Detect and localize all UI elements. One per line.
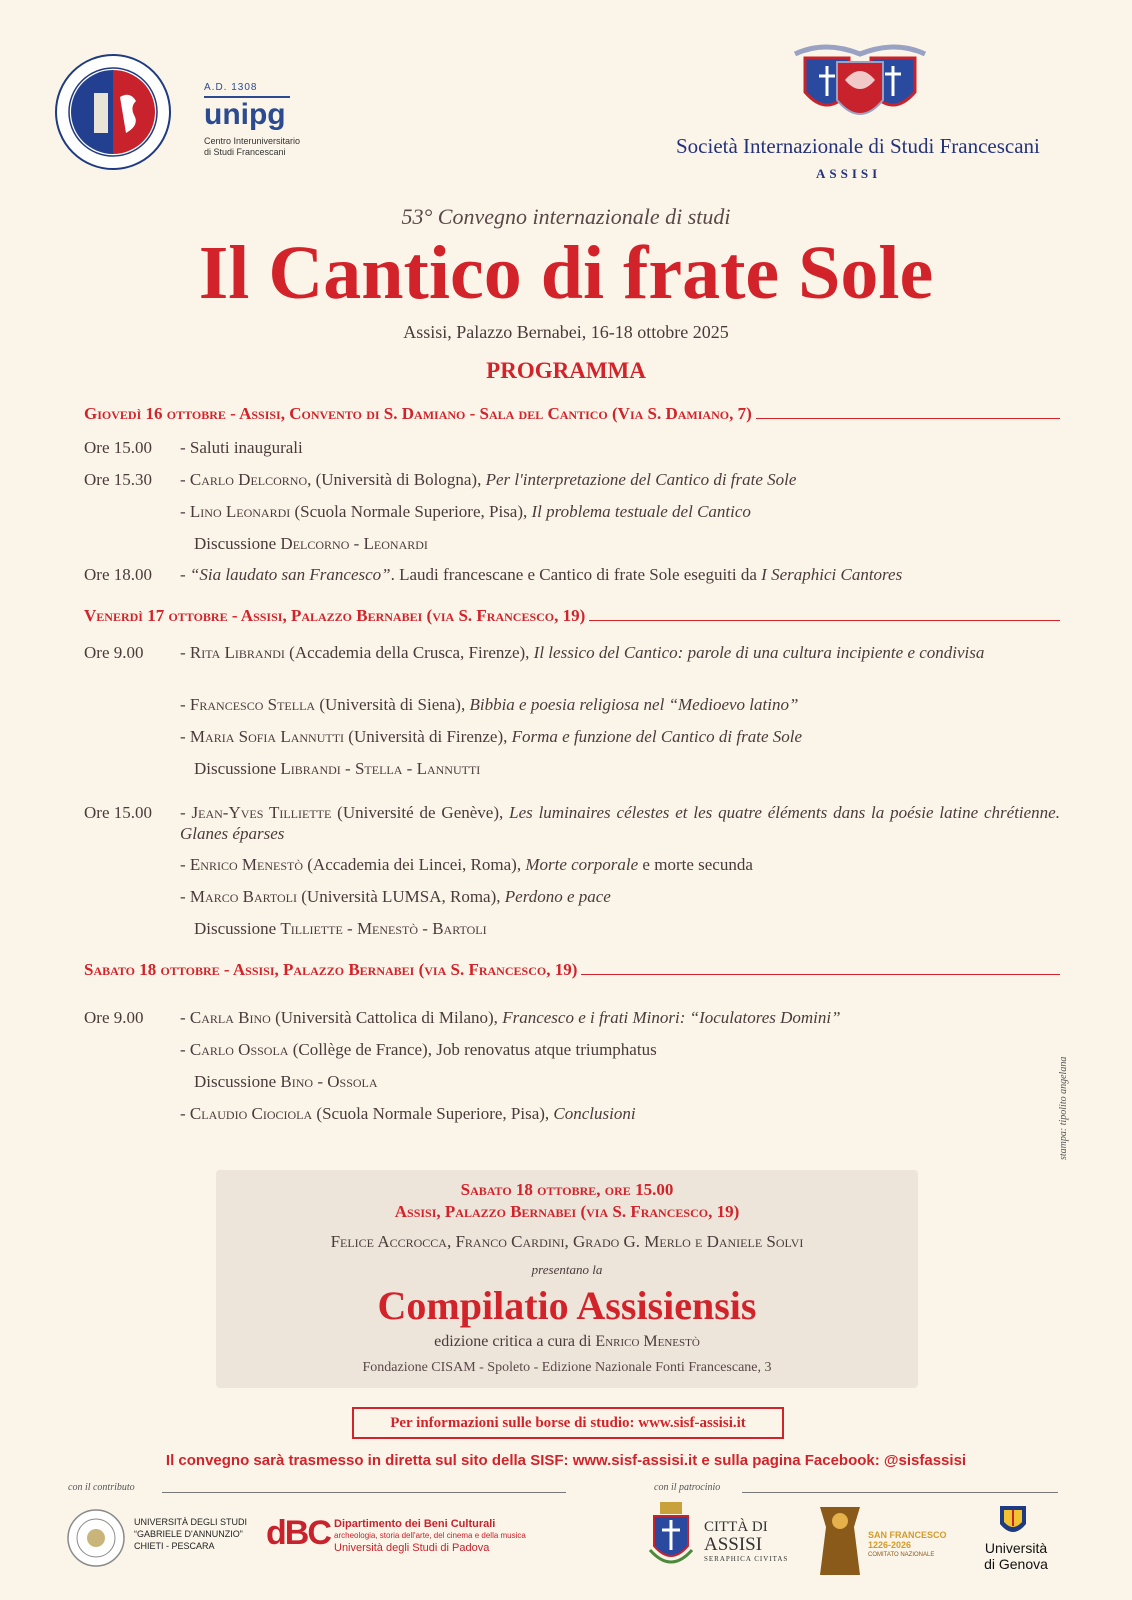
patrocinio-rule bbox=[742, 1491, 1058, 1493]
speaker: - Rita Librandi bbox=[180, 643, 285, 662]
sisf-city: ASSISI bbox=[816, 166, 882, 181]
speaker: - Lino Leonardi bbox=[180, 502, 291, 521]
speaker: - Carlo Delcorno, bbox=[180, 470, 312, 489]
item-time: Ore 15.00 bbox=[84, 438, 152, 457]
dash: - bbox=[180, 565, 190, 584]
speaker: - Claudio Ciociola bbox=[180, 1104, 313, 1123]
speaker: - Francesco Stella bbox=[180, 695, 316, 714]
book-title: Compilatio Assisiensis bbox=[377, 1283, 757, 1328]
program-item bbox=[84, 694, 1060, 715]
program-item bbox=[84, 501, 1060, 522]
item-time bbox=[84, 1103, 180, 1124]
discussion-label: Discussione bbox=[194, 534, 281, 553]
program-item bbox=[84, 1103, 1060, 1124]
item-time: Ore 15.00 bbox=[84, 803, 152, 822]
assisi-crest-icon bbox=[648, 1500, 694, 1574]
conjunction: e bbox=[638, 855, 655, 874]
program-item bbox=[84, 642, 1060, 663]
affiliation: (Università LUMSA, Roma), bbox=[297, 887, 505, 906]
quote: “Sia laudato san Francesco” bbox=[189, 565, 391, 584]
contributo-rule bbox=[162, 1491, 566, 1493]
item-time bbox=[84, 1071, 180, 1092]
day-header-text: Sabato 18 ottobre - Assisi, Palazzo Bernabei (via S. Francesco, 19) bbox=[84, 960, 578, 979]
discussion-names: Librandi - Stella - Lannutti bbox=[280, 759, 481, 778]
item-text: - Saluti inaugurali bbox=[180, 438, 303, 457]
program-item bbox=[84, 886, 1060, 907]
sf-line2: 1226-2026 bbox=[868, 1540, 912, 1550]
item-time bbox=[84, 886, 180, 907]
programma-heading: PROGRAMMA bbox=[486, 358, 646, 383]
talk-title: Morte corporale bbox=[525, 855, 639, 874]
item-time: Ore 15.30 bbox=[84, 470, 152, 489]
program-item bbox=[84, 469, 1060, 490]
talk-title: Forma e funzione del Cantico di frate Sole bbox=[511, 727, 803, 746]
genova-line2: di Genova bbox=[984, 1556, 1048, 1572]
dbc-line2: archeologia, storia dell'arte, del cinema e della musica bbox=[334, 1531, 526, 1540]
program-item bbox=[84, 1071, 1060, 1092]
edition-editor: Enrico Menestò bbox=[595, 1333, 700, 1350]
talk-title: Per l'interpretazione del Cantico di frate Sole bbox=[485, 470, 797, 489]
genova-logo-text bbox=[976, 1540, 1056, 1572]
item-time: Ore 18.00 bbox=[84, 565, 152, 584]
talk-title: Bibbia e poesia religiosa nel “Medioevo latino” bbox=[469, 695, 799, 714]
presenters: Felice Accrocca, Franco Cardini, Grado G. Merlo e Daniele Solvi bbox=[330, 1232, 804, 1251]
talk-title: Les luminaires célestes et les quatre éléments dans la poésie latine chrétienne. Glanes éparses bbox=[180, 803, 1060, 843]
chieti-logo-text bbox=[134, 1516, 247, 1552]
assisi-logo-text bbox=[704, 1518, 788, 1564]
event-title: Il Cantico di frate Sole bbox=[198, 231, 934, 315]
convegno-subtitle: 53° Convegno internazionale di studi bbox=[401, 204, 731, 229]
sisf-name: Società Internazionale di Studi Francescani bbox=[676, 134, 1040, 158]
program-item bbox=[84, 758, 1060, 779]
discussion-label: Discussione bbox=[194, 759, 281, 778]
presentation-date: Sabato 18 ottobre, ore 15.00 bbox=[460, 1180, 674, 1199]
unipg-sub1: Centro Interuniversitario bbox=[204, 136, 301, 146]
talk-title: Perdono e pace bbox=[504, 887, 611, 906]
discussion-label: Discussione bbox=[194, 1072, 281, 1091]
publisher: Fondazione CISAM - Spoleto - Edizione Nazionale Fonti Francescane, 3 bbox=[362, 1360, 772, 1375]
affiliation: (Accademia della Crusca, Firenze), bbox=[284, 643, 534, 662]
chieti-line3: CHIETI - PESCARA bbox=[134, 1541, 215, 1551]
item-time bbox=[84, 1039, 180, 1060]
chieti-line1: UNIVERSITÀ DEGLI STUDI bbox=[134, 1517, 248, 1527]
discussion-names: Tilliette - Menestò - Bartoli bbox=[280, 919, 487, 938]
day-header-1 bbox=[84, 404, 1060, 424]
program-item bbox=[84, 918, 1060, 939]
program-item bbox=[84, 437, 1060, 458]
presentation-verb: presentano la bbox=[531, 1262, 603, 1277]
day-header-3 bbox=[84, 960, 1060, 980]
program-item bbox=[84, 564, 1060, 585]
dbc-logo-text bbox=[334, 1518, 526, 1554]
affiliation: (Accademia dei Lincei, Roma), bbox=[303, 855, 526, 874]
item-time bbox=[84, 533, 180, 554]
assisi-line2: ASSISI bbox=[704, 1534, 763, 1555]
speaker: - Jean-Yves Tilliette bbox=[180, 803, 332, 822]
sf-line1: SAN FRANCESCO bbox=[868, 1530, 947, 1540]
performers: I Seraphici Cantores bbox=[761, 565, 903, 584]
program-item bbox=[84, 854, 1060, 875]
item-time: Ore 9.00 bbox=[84, 643, 144, 662]
assisi-line3: SERAPHICA CIVITAS bbox=[704, 1555, 789, 1563]
program-item bbox=[84, 802, 1060, 844]
dbc-line1: Dipartimento dei Beni Culturali bbox=[334, 1518, 496, 1530]
day-rule bbox=[756, 417, 1060, 419]
item-time bbox=[84, 694, 180, 715]
stream-notice: Il convegno sarà trasmesso in diretta sul sito della SISF: www.sisf-assisi.it e sulla pagina Facebook: @sisfassisi bbox=[165, 1452, 967, 1469]
unipg-year: A.D. 1308 bbox=[204, 82, 258, 93]
unipg-sub2: di Studi Francescani bbox=[204, 147, 286, 157]
sf-line3: COMITATO NAZIONALE bbox=[868, 1552, 935, 1558]
assisi-line1: CITTÀ DI bbox=[704, 1519, 768, 1535]
item-time bbox=[84, 918, 180, 939]
discussion-names: Bino - Ossola bbox=[280, 1072, 378, 1091]
item-time bbox=[84, 758, 180, 779]
item-time: Ore 9.00 bbox=[84, 1008, 144, 1027]
genova-crest-icon bbox=[998, 1504, 1028, 1538]
sisf-crest-icon bbox=[775, 40, 945, 126]
unipg-logo bbox=[204, 82, 334, 158]
affiliation: (Scuola Normale Superiore, Pisa), bbox=[290, 502, 532, 521]
talk-title: Francesco e i frati Minori: “Ioculatores Domini” bbox=[502, 1008, 841, 1027]
speaker: - Enrico Menestò bbox=[180, 855, 303, 874]
presentation-place: Assisi, Palazzo Bernabei (via S. Francesco, 19) bbox=[394, 1202, 740, 1221]
discussion-names: Delcorno - Leonardi bbox=[280, 534, 428, 553]
affiliation: (Collège de France), bbox=[288, 1040, 437, 1059]
talk-title: Conclusioni bbox=[553, 1104, 636, 1123]
edition-line bbox=[216, 1333, 918, 1351]
item-time bbox=[84, 726, 180, 747]
dbc-mark: dBC bbox=[266, 1514, 330, 1552]
item-time bbox=[84, 501, 180, 522]
scholarship-info-link[interactable]: Per informazioni sulle borse di studio: www.sisf-assisi.it bbox=[352, 1407, 784, 1439]
university-seal bbox=[54, 53, 172, 171]
genova-line1: Università bbox=[984, 1540, 1048, 1556]
place-date: Assisi, Palazzo Bernabei, 16-18 ottobre 2025 bbox=[403, 322, 729, 342]
affiliation: (Université de Genève), bbox=[331, 803, 510, 822]
presentation-box bbox=[216, 1170, 918, 1388]
affiliation: (Università di Siena), bbox=[315, 695, 470, 714]
talk-title: Il problema testuale del Cantico bbox=[531, 502, 751, 521]
description: . Laudi francescane e Cantico di frate Sole eseguiti da bbox=[390, 565, 762, 584]
talk-title-tail: morte secunda bbox=[654, 855, 753, 874]
affiliation: (Università di Bologna), bbox=[311, 470, 486, 489]
program-item bbox=[84, 726, 1060, 747]
speaker: - Carlo Ossola bbox=[180, 1040, 289, 1059]
speaker: - Marco Bartoli bbox=[180, 887, 298, 906]
chieti-seal-icon bbox=[66, 1508, 126, 1568]
chieti-line2: “GABRIELE D'ANNUNZIO” bbox=[134, 1529, 243, 1539]
speaker: - Maria Sofia Lannutti bbox=[180, 727, 345, 746]
affiliation: (Scuola Normale Superiore, Pisa), bbox=[312, 1104, 554, 1123]
affiliation: (Università Cattolica di Milano), bbox=[270, 1008, 503, 1027]
day-rule bbox=[589, 619, 1060, 621]
patrocinio-label: con il patrocinio bbox=[654, 1482, 721, 1493]
day-header-text: Giovedì 16 ottobre - Assisi, Convento di S. Damiano - Sala del Cantico (Via S. Damiano, 7) bbox=[84, 404, 752, 423]
edition-pre: edizione critica a cura di bbox=[434, 1333, 596, 1350]
discussion-label: Discussione bbox=[194, 919, 281, 938]
printer-credit: stampa: tipolito angelana bbox=[1058, 1056, 1069, 1160]
contributo-label: con il contributo bbox=[68, 1482, 135, 1493]
speaker: - Carla Bino bbox=[180, 1008, 271, 1027]
talk-title: Il lessico del Cantico: parole di una cultura incipiente e condivisa bbox=[533, 643, 985, 662]
program-item bbox=[84, 1007, 1060, 1028]
san-francesco-icon bbox=[814, 1503, 866, 1577]
talk-title: Job renovatus atque triumphatus bbox=[436, 1040, 657, 1059]
day-header-text: Venerdì 17 ottobre - Assisi, Palazzo Bernabei (via S. Francesco, 19) bbox=[84, 606, 586, 625]
item-time bbox=[84, 854, 180, 875]
day-header-2 bbox=[84, 606, 1060, 626]
program-item bbox=[84, 533, 1060, 554]
affiliation: (Università di Firenze), bbox=[344, 727, 512, 746]
day-rule bbox=[581, 973, 1060, 975]
san-francesco-logo-text bbox=[868, 1530, 947, 1560]
unipg-name: unipg bbox=[204, 98, 286, 131]
dbc-line3: Università degli Studi di Padova bbox=[334, 1542, 490, 1554]
program-item bbox=[84, 1039, 1060, 1060]
